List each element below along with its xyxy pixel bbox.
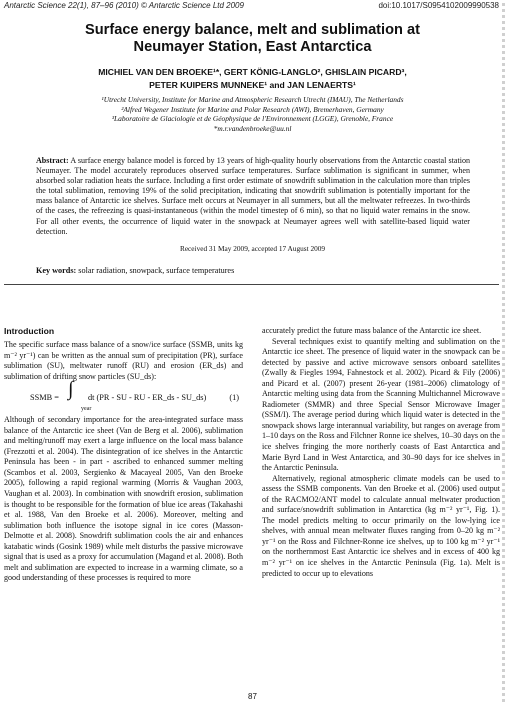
paragraph: Although of secondary importance for the area-integrated surface mass balance of the Antarctic ice sheet (Van de Berg et al. 2006), sublimation and melting/runoff may exert a large influence on the local mass balance (Frezzotti et al. 2004). The disintegration of ice shelves in the Antarctic Peninsula has been - in part - ascribed to enhanced summer melting (Scambos et al. 2003, Sergienko & Macayeal 2005, Van den Broeke 2005), following a rapid regional warming (Morris & Vaughan 2003, Vaughan et al. 2003). In combination with snowdrift erosion, sublimation is thought to be responsible for the formation of blue ice areas (Takahashi et al. 1988, Van den Broeke et al. 2006). Moreover, melting and sublimation both influence the isotope signal in ice cores (Masson-Delmotte et al. 2008). Snowdrift sublimation cools the air and enhances katabatic winds (Gosink 1989) while melt disturbs the passive microwave signal that is used as a proxy for accumulation (Magand et al. 2008). Both melt and sublimation are expected to increase in a warming climate, so a good understanding of these processes is required to more xyxy=(4,415,243,583)
keywords-label: Key words: xyxy=(36,266,77,275)
authors-line-2: PETER KUIPERS MUNNEKE¹ and JAN LENAERTS¹ xyxy=(149,80,356,90)
paragraph: accurately predict the future mass balance of the Antarctic ice sheet. xyxy=(262,326,482,335)
keywords-text: solar radiation, snowpack, surface temperatures xyxy=(78,266,235,275)
affiliations xyxy=(0,95,505,133)
running-header xyxy=(4,1,499,13)
left-column xyxy=(4,340,243,584)
right-column xyxy=(262,326,500,579)
integral-sign: ∫ xyxy=(68,378,74,401)
abstract-text: A surface energy balance model is forced by 13 years of high-quality hourly observations from the Antarctic coastal station Neumayer. The model accurately reproduces observed surface temperatures. Surface sublimation is significant in summer, when absorbed solar radiation heats the surface. Including a first order estimate of snowdrift sublimation in the calculation more than triples the total sublimation, removing 19% of the solid precipitation, indicating that snowdrift sublimation is potentially important for the mass balance of Antarctic ice shelves. Surface melt occurs at Neumayer in all summers, but all the meltwater refreezes. In two-thirds of the cases, the refreezing is quasi-instantaneous (within the model timestep of 6 min), so that no liquid water remains in the snow. For all other events, the occurrence of liquid water in the snowpack at Neumayer agrees well with satellite-based liquid water detection. xyxy=(36,156,470,236)
paper-title xyxy=(0,22,505,56)
author-list xyxy=(0,66,505,92)
paragraph: The specific surface mass balance of a snow/ice surface (SSMB, units kg m⁻² yr⁻¹) can be written as the annual sum of precipitation (PR), surface sublimation (SU), meltwater runoff (RU) and erosion (ER_ds) and sublimation of drifting snow particles (SU_ds): xyxy=(4,340,243,381)
keywords xyxy=(36,266,470,275)
introduction-heading: Introduction xyxy=(4,326,55,336)
affiliation-1: ¹Utrecht University, Institute for Marine and Atmospheric Research Utrecht (IMAU), The Netherlands xyxy=(101,95,404,104)
integral-limit: year xyxy=(81,406,92,413)
equation-rhs: dt (PR - SU - RU - ER_ds - SU_ds) xyxy=(88,393,207,403)
doi[interactable]: doi:10.1017/S0954102009990538 xyxy=(378,1,499,10)
affiliation-3: ³Laboratoire de Glaciologie et de Géophysique de l'Environnement (LGGE), Grenoble, France xyxy=(111,114,394,124)
equation-lhs: SSMB = xyxy=(30,393,59,403)
equation-number: (1) xyxy=(229,393,239,403)
affiliation-2: ²Alfred Wegener Institute for Marine and Polar Research (AWI), Bremerhaven, Germany xyxy=(121,104,384,114)
received-dates: Received 31 May 2009, accepted 17 August 2009 xyxy=(179,244,326,253)
abstract xyxy=(36,156,470,237)
journal-citation: Antarctic Science 22(1), 87–96 (2010) © Antarctic Science Ltd 2009 xyxy=(4,1,244,10)
title-line-1: Surface energy balance, melt and sublimation at xyxy=(85,22,420,38)
divider xyxy=(4,284,499,285)
equation-1 xyxy=(4,378,243,413)
title-line-2: Neumayer Station, East Antarctica xyxy=(133,39,372,55)
paragraph: Several techniques exist to quantify melting and sublimation on the Antarctic ice sheet. The presence of liquid water in the snowpack can be detected by passive and active microwave sensors onboard satellites (Zwally & Fiegles 1994, Fahnestock et al. 2002). Picard & Fily (2006) and Picard et al. (2007) present 26-year (1981–2006) climatology of Antarctic melting using data from the Scanning Multichannel Microwave Radiometer (SMMR) and three Special Sensor Microwave Imager (SSM/I). The average period during which liquid water is detected in the snowpack shows large interannual variability, but ranges on average from 1–10 days on the Ross and Filchner Ronne ice shelves, 10–30 days on the ice shelves fringing the more northerly coasts of East Antarctica and Marie Byrd Land in West Antarctica, and 30–90 days for ice shelves in the Antarctic Peninsula. xyxy=(262,336,500,473)
corresponding-email[interactable]: *m.r.vandenbroeke@uu.nl xyxy=(213,123,292,133)
paragraph: Alternatively, regional atmospheric climate models can be used to assess the SSMB components. Van den Broeke et al. (2006) used output of the RACMO2/ANT model to calculate annual meltwater production and surface/snowdrift sublimation in Antarctica (kg m⁻² yr⁻¹, Fig. 1). The model predicts melting to occur primarily on the low-lying ice shelves, with annual mean meltwater fluxes ranging from 0–20 kg m⁻² yr⁻¹ on the Ross and Filchner-Ronne ice shelves, up to 100 kg m⁻² yr⁻¹ on the northernmost East Antarctic ice shelves and in excess of 400 kg m⁻² yr⁻¹ on ice shelves in the Antarctic Peninsula (Fig. 1a). Melt is predicted to occur up to elevations xyxy=(262,473,500,578)
page-number: 87 xyxy=(248,692,257,701)
abstract-label: Abstract: xyxy=(36,156,69,165)
authors-line-1: MICHIEL VAN DEN BROEKE¹*, GERT KÖNIG-LANGLO², GHISLAIN PICARD³, xyxy=(98,67,407,77)
